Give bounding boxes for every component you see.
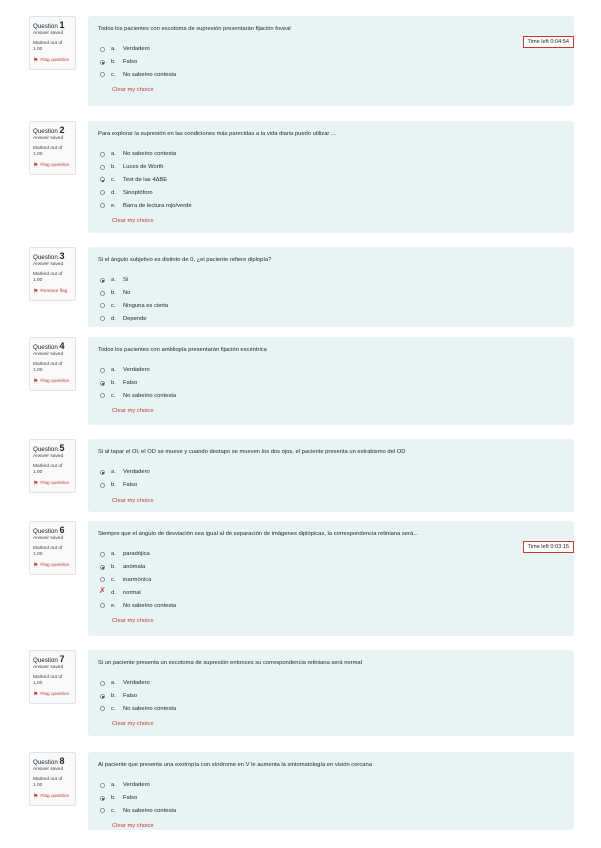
answer-letter: c. (111, 71, 116, 78)
answer-letter: a. (111, 277, 116, 284)
question-number-value: 5 (59, 443, 65, 453)
radio-button[interactable] (100, 165, 105, 170)
answer-option[interactable] (100, 312, 564, 325)
answer-text: Falso (123, 59, 138, 66)
answer-option[interactable] (100, 377, 564, 390)
grade-value: 1.00 (33, 47, 43, 52)
answer-option[interactable] (100, 677, 564, 690)
answer-letter: a. (111, 367, 116, 374)
grade-label: Marked out of (33, 675, 63, 680)
time-left-timer: Time left 0:03:15 (523, 541, 574, 553)
question-info-block (29, 337, 76, 391)
question-info-block (29, 650, 76, 704)
answer-state: Answer saved (33, 767, 64, 772)
answer-text: Verdadero (123, 680, 150, 687)
radio-button[interactable] (100, 552, 105, 557)
question-label: Question (33, 254, 58, 261)
radio-button[interactable] (100, 303, 105, 308)
answer-option[interactable] (100, 703, 564, 716)
answer-letter: a. (111, 551, 116, 558)
radio-button[interactable] (100, 47, 105, 52)
question-number-value: 6 (59, 525, 65, 535)
flag-icon: ⚑ (33, 481, 39, 487)
answer-letter: c. (111, 302, 116, 309)
grade-label: Marked out of (33, 546, 63, 551)
answer-option[interactable] (100, 199, 564, 212)
question-number (33, 20, 72, 30)
answer-option[interactable] (100, 56, 564, 69)
answer-letter: a. (111, 680, 116, 687)
question-label: Question (33, 23, 58, 30)
answer-letter: e. (111, 202, 116, 209)
radio-button[interactable] (100, 177, 105, 182)
answer-letter: b. (111, 693, 116, 700)
flag-label: Flag question (40, 692, 70, 697)
answer-option[interactable] (100, 805, 564, 818)
answer-text: Falso (123, 795, 138, 802)
question-number (33, 341, 72, 351)
answer-letter: b. (111, 795, 116, 802)
clear-choice-link[interactable]: Clear my choice (112, 617, 154, 624)
radio-button[interactable] (100, 278, 105, 283)
flag-label: Flag question (40, 58, 70, 63)
clear-choice-link[interactable]: Clear my choice (112, 87, 154, 94)
flag-icon: ⚑ (33, 563, 39, 569)
answer-text: Depende (123, 315, 147, 322)
flag-icon: ⚑ (33, 379, 39, 385)
answer-list (98, 148, 564, 212)
question-info-block (29, 752, 76, 806)
answer-letter: e. (111, 602, 116, 609)
answer-letter: c. (111, 705, 116, 712)
question-content (88, 439, 574, 512)
grade-value: 1.00 (33, 152, 43, 157)
question-content (88, 247, 574, 327)
answer-text: No sabeíno contesta (123, 151, 177, 158)
flag-question-link[interactable] (33, 162, 72, 169)
answer-option[interactable] (100, 69, 564, 82)
flag-label: Flag question (40, 794, 70, 799)
radio-button[interactable] (100, 796, 105, 801)
answer-letter: d. (111, 315, 116, 322)
flag-icon: ⚑ (33, 289, 39, 295)
radio-button[interactable] (100, 72, 105, 77)
question-text: Para explorar la supresión en las condiciones más parecidas a la vida diaria puedo utilizar ... (98, 131, 336, 137)
radio-button[interactable] (100, 483, 105, 488)
clear-choice-link[interactable]: Clear my choice (112, 497, 154, 504)
answer-list (98, 548, 564, 612)
answer-letter: b. (111, 290, 116, 297)
clear-choice-link[interactable]: Clear my choice (112, 217, 154, 224)
flag-question-link[interactable] (33, 378, 72, 385)
radio-button[interactable] (100, 681, 105, 686)
radio-button[interactable] (100, 203, 105, 208)
answer-letter: c. (111, 176, 116, 183)
radio-button[interactable] (100, 381, 105, 386)
answer-letter: b. (111, 380, 116, 387)
answer-option[interactable] (100, 599, 564, 612)
answer-option[interactable] (100, 548, 564, 561)
radio-button[interactable] (100, 316, 105, 321)
radio-button[interactable] (100, 694, 105, 699)
question-label: Question (33, 344, 58, 351)
answer-state: Answer saved (33, 31, 64, 36)
grade-label: Marked out of (33, 146, 63, 151)
answer-text: No sabeíno contesta (123, 392, 177, 399)
answer-text: No sabeíno contesta (123, 705, 177, 712)
radio-button[interactable] (100, 783, 105, 788)
grade-value: 1.00 (33, 470, 43, 475)
answer-state: Answer saved (33, 352, 64, 357)
answer-list (98, 364, 564, 402)
flag-question-link[interactable] (33, 288, 72, 295)
answer-text: inarmónica (123, 576, 152, 583)
answer-option[interactable] (100, 574, 564, 587)
question-text: Al paciente que presenta una exotropía con síndrome en V le aumenta la sintomatología en visión cercana (98, 762, 372, 768)
question-number (33, 756, 72, 766)
answer-option[interactable] (100, 479, 564, 492)
question-number (33, 125, 72, 135)
answer-text: Sí (123, 277, 129, 284)
answer-state: Answer saved (33, 536, 64, 541)
radio-button[interactable] (100, 577, 105, 582)
flag-label: Flag question (40, 379, 70, 384)
answer-option[interactable] (100, 690, 564, 703)
question-info-block (29, 439, 76, 493)
radio-button[interactable] (100, 393, 105, 398)
answer-option[interactable] (100, 43, 564, 56)
answer-letter: c. (111, 392, 116, 399)
question-text: Siempre que el ángulo de desviación sea igual al de separación de imágenes diplópicas, la correspondencia retiniana será... (98, 531, 418, 537)
answer-text: No sabeíno contesta (123, 602, 177, 609)
radio-button[interactable] (100, 368, 105, 373)
answer-option[interactable] (100, 300, 564, 313)
question-content (88, 521, 574, 636)
question-number (33, 525, 72, 535)
answer-letter: a. (111, 46, 116, 53)
answer-text: Falso (123, 380, 138, 387)
flag-icon: ⚑ (33, 163, 39, 169)
question-label: Question (33, 128, 58, 135)
radio-button[interactable] (100, 565, 105, 570)
answer-letter: a. (111, 151, 116, 158)
flag-question-link[interactable] (33, 691, 72, 698)
flag-icon: ⚑ (33, 58, 39, 64)
answer-text: Sinoptóforo (123, 189, 153, 196)
question-info-block (29, 521, 76, 575)
answer-option[interactable] (100, 148, 564, 161)
grade-value: 1.00 (33, 681, 43, 686)
answer-text: Barra de lectura rojo/verde (123, 202, 192, 209)
answer-list (98, 43, 564, 81)
answer-option[interactable] (100, 364, 564, 377)
clear-choice-link[interactable]: Clear my choice (112, 408, 154, 415)
answer-text: Verdadero (123, 782, 150, 789)
answer-option[interactable] (100, 174, 564, 187)
grade-value: 1.00 (33, 278, 43, 283)
question-number-value: 2 (59, 125, 65, 135)
time-left-timer: Time left 0:04:54 (523, 36, 574, 48)
answer-option[interactable] (100, 161, 564, 174)
answer-letter: a. (111, 782, 116, 789)
answer-text: No sabeíno contesta (123, 807, 177, 814)
flag-label: Flag question (40, 481, 70, 486)
flag-question-link[interactable] (33, 562, 72, 569)
answer-text: anómala (123, 564, 146, 571)
answer-state: Answer saved (33, 454, 64, 459)
answer-letter: c. (111, 807, 116, 814)
answer-option[interactable] (100, 466, 564, 479)
question-number-value: 3 (59, 251, 65, 261)
answer-option[interactable] (100, 390, 564, 403)
question-content (88, 16, 574, 106)
answer-letter: b. (111, 164, 116, 171)
radio-button[interactable] (100, 808, 105, 813)
answer-text: Falso (123, 693, 138, 700)
grade-label: Marked out of (33, 464, 63, 469)
answer-state: Answer saved (33, 262, 64, 267)
answer-letter: d. (111, 589, 116, 596)
question-label: Question (33, 759, 58, 766)
answer-letter: a. (111, 469, 116, 476)
flag-question-link[interactable] (33, 793, 72, 800)
radio-button[interactable] (100, 291, 105, 296)
question-text: Todos los pacientes con escotoma de supresión presentarán fijación foveal (98, 26, 291, 32)
grade-label: Marked out of (33, 41, 63, 46)
grade-value: 1.00 (33, 552, 43, 557)
answer-state: Answer saved (33, 665, 64, 670)
answer-list (98, 274, 564, 325)
flag-label: Flag question (40, 163, 70, 168)
answer-text: normal (123, 589, 141, 596)
answer-letter: b. (111, 482, 116, 489)
question-number-value: 7 (59, 654, 65, 664)
answer-text: Test de las 4ΔBE (123, 176, 168, 183)
grade-label: Marked out of (33, 272, 63, 277)
flag-icon: ⚑ (33, 692, 39, 698)
flag-label: Remove flag (40, 289, 68, 294)
question-number (33, 654, 72, 664)
question-number-value: 4 (59, 341, 65, 351)
question-content (88, 121, 574, 233)
answer-option[interactable] (100, 779, 564, 792)
question-number-value: 1 (59, 20, 65, 30)
answer-letter: b. (111, 564, 116, 571)
answer-text: paradójica (123, 551, 150, 558)
radio-button[interactable] (100, 190, 105, 195)
question-label: Question (33, 657, 58, 664)
question-number-value: 8 (59, 756, 65, 766)
question-info-block (29, 247, 76, 301)
question-info-block (29, 16, 76, 70)
clear-choice-link[interactable]: Clear my choice (112, 823, 154, 830)
radio-button[interactable] (100, 470, 105, 475)
answer-state: Answer saved (33, 136, 64, 141)
grade-value: 1.00 (33, 368, 43, 373)
question-content (88, 650, 574, 736)
question-text: Si el ángulo subjetivo es distinto de 0, ¿el paciente refiere diplopía? (98, 257, 272, 263)
answer-letter: b. (111, 59, 116, 66)
answer-text: Verdadero (123, 469, 150, 476)
answer-text: Ninguna es cierta (123, 302, 169, 309)
question-text: Todos los pacientes con ambliopía presentarán fijación excéntrica (98, 347, 267, 353)
question-label: Question (33, 446, 58, 453)
grade-label: Marked out of (33, 777, 63, 782)
answer-text: Verdadero (123, 46, 150, 53)
incorrect-mark-icon[interactable] (100, 590, 105, 595)
answer-text: No sabeíno contesta (123, 71, 177, 78)
question-content (88, 337, 574, 425)
question-label: Question (33, 528, 58, 535)
answer-list (98, 677, 564, 715)
radio-button[interactable] (100, 706, 105, 711)
answer-option[interactable] (100, 287, 564, 300)
flag-label: Flag question (40, 563, 70, 568)
answer-letter: c. (111, 576, 116, 583)
answer-text: Falso (123, 482, 138, 489)
grade-label: Marked out of (33, 362, 63, 367)
question-number (33, 443, 72, 453)
answer-option[interactable] (100, 186, 564, 199)
answer-option[interactable] (100, 586, 564, 599)
flag-question-link[interactable] (33, 480, 72, 487)
answer-list (98, 779, 564, 817)
question-content (88, 752, 574, 830)
question-text: Si un paciente presenta un escotoma de supresión entonces su correspondencia retiniana será normal (98, 660, 362, 666)
answer-text: Luces de Worth (123, 164, 164, 171)
grade-value: 1.00 (33, 783, 43, 788)
answer-option[interactable] (100, 792, 564, 805)
flag-question-link[interactable] (33, 57, 72, 64)
radio-button[interactable] (100, 603, 105, 608)
question-info-block (29, 121, 76, 175)
answer-list (98, 466, 564, 492)
answer-option[interactable] (100, 561, 564, 574)
answer-letter: d. (111, 189, 116, 196)
question-text: Si al tapar el OI, el OD se mueve y cuando destapo se mueven los dos ojos, el paciente presenta un estrabismo del OD (98, 449, 406, 455)
flag-icon: ⚑ (33, 794, 39, 800)
radio-button[interactable] (100, 152, 105, 157)
clear-choice-link[interactable]: Clear my choice (112, 721, 154, 728)
radio-button[interactable] (100, 60, 105, 65)
answer-text: No (123, 290, 131, 297)
answer-text: Verdadero (123, 367, 150, 374)
question-number (33, 251, 72, 261)
answer-option[interactable] (100, 274, 564, 287)
